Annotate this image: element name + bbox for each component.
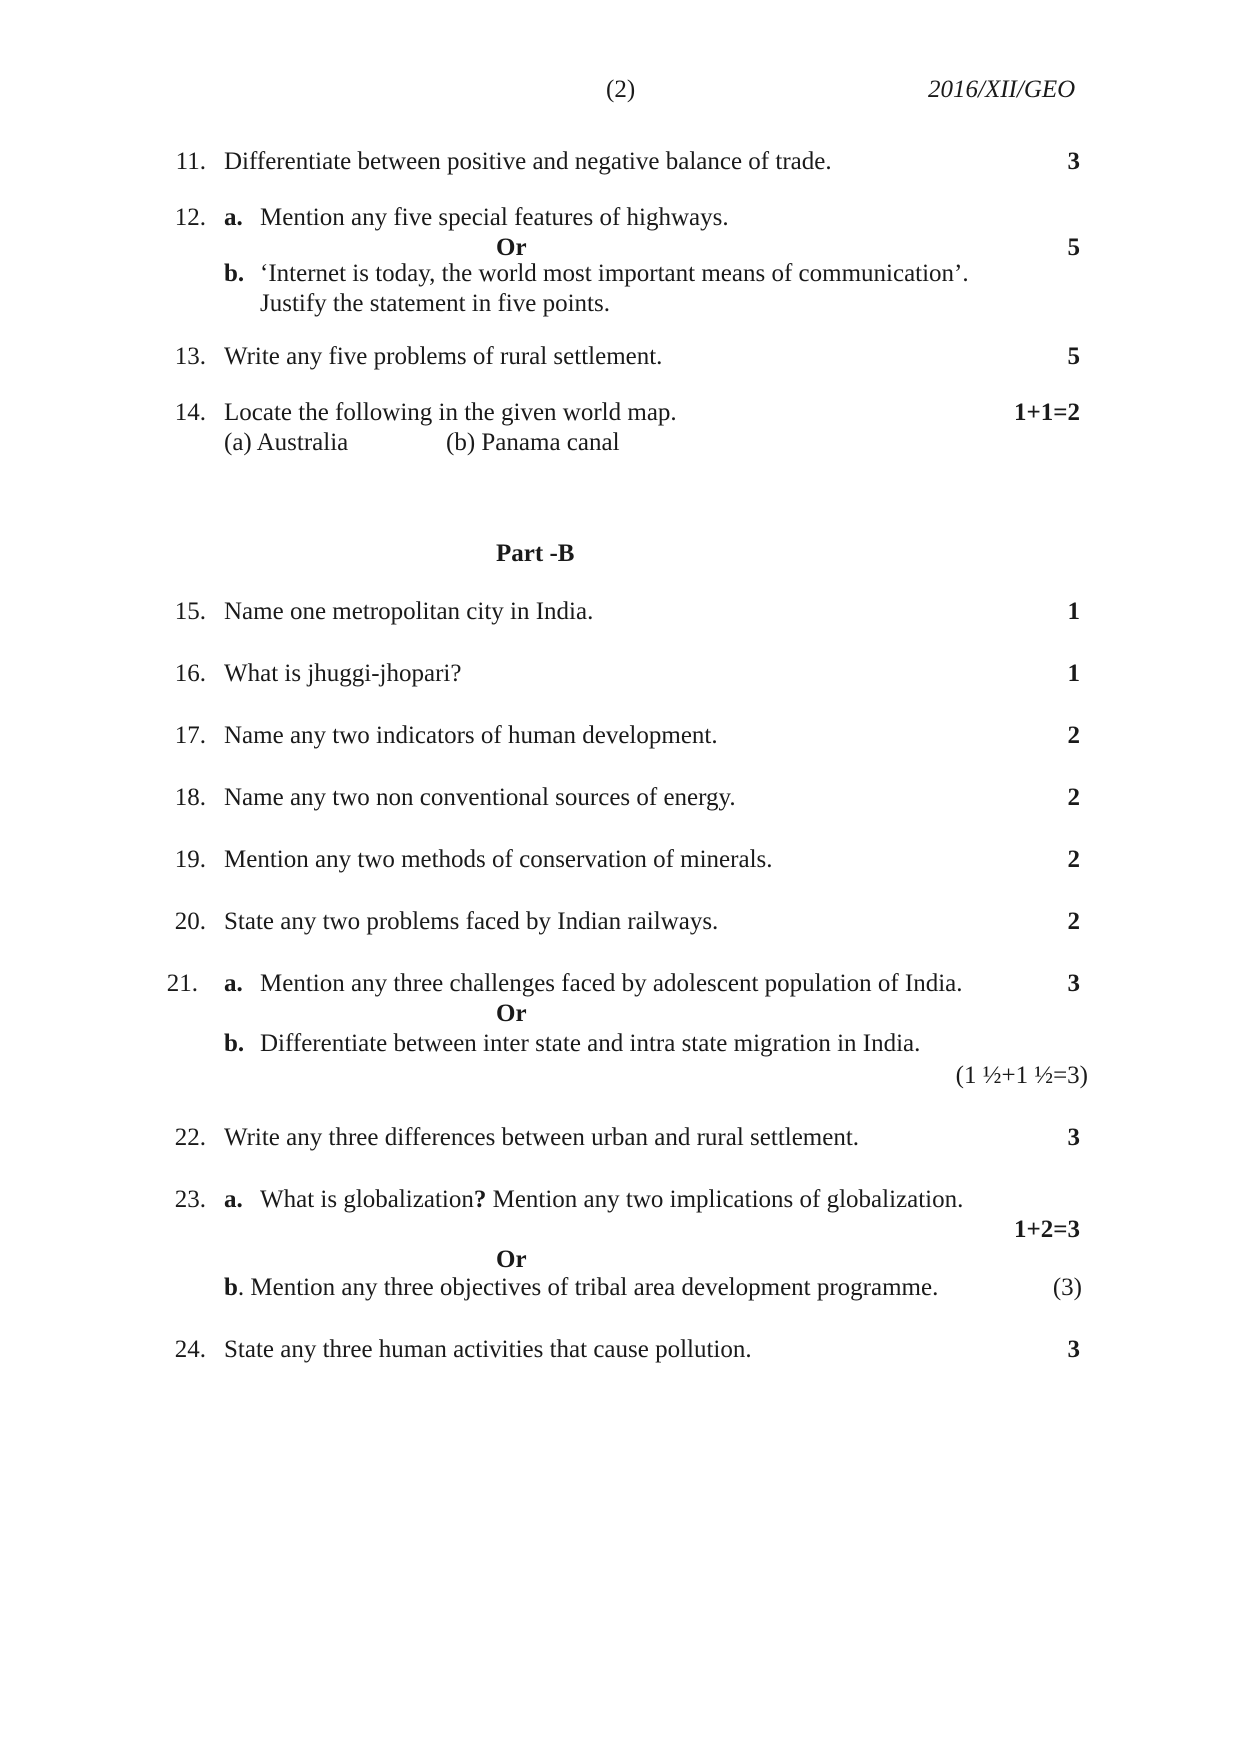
question-number: 20. bbox=[174, 908, 206, 935]
question-marks: 5 bbox=[1067, 234, 1080, 261]
sub-question-b bbox=[224, 1030, 920, 1058]
sub-question-text: What is globalization bbox=[260, 1186, 474, 1213]
sub-question-marks: (1 ½+1 ½=3) bbox=[955, 1062, 1088, 1089]
question-number: 14. bbox=[174, 399, 206, 426]
sub-question-text-continued: Mention any two implications of globalization. bbox=[486, 1186, 964, 1213]
question-number: 13. bbox=[174, 343, 206, 370]
question-marks: 3 bbox=[1067, 1336, 1080, 1363]
question-number: 21. bbox=[166, 970, 198, 997]
part-b-heading: Part -B bbox=[496, 540, 575, 567]
question-text: What is jhuggi-jhopari? bbox=[224, 660, 462, 687]
question-text: Write any three differences between urban and rural settlement. bbox=[224, 1124, 860, 1151]
or-separator: Or bbox=[496, 1000, 527, 1027]
sub-question-a bbox=[224, 970, 963, 998]
sub-label: a. bbox=[224, 204, 243, 231]
question-number: 12. bbox=[174, 204, 206, 231]
question-number: 17. bbox=[174, 722, 206, 749]
question-text: Locate the following in the given world map. bbox=[224, 399, 677, 426]
sub-question-marks: 1+2=3 bbox=[1014, 1216, 1080, 1243]
map-item-a: (a) Australia bbox=[224, 429, 349, 456]
sub-question-b bbox=[224, 260, 969, 288]
question-text: Name one metropolitan city in India. bbox=[224, 598, 594, 625]
sub-question-text: ‘Internet is today, the world most important means of communication’. bbox=[260, 260, 969, 287]
sub-question-text: Differentiate between inter state and intra state migration in India. bbox=[260, 1030, 921, 1057]
or-separator: Or bbox=[496, 1246, 527, 1273]
question-text: Name any two indicators of human development. bbox=[224, 722, 718, 749]
sub-label: b. bbox=[224, 260, 245, 287]
sub-label: b bbox=[224, 1274, 238, 1301]
question-mark: ? bbox=[473, 1186, 487, 1213]
or-separator: Or bbox=[496, 234, 527, 261]
sub-question-text: Mention any three challenges faced by adolescent population of India. bbox=[260, 970, 963, 997]
page-number: (2) bbox=[606, 76, 636, 103]
question-marks: 2 bbox=[1067, 908, 1080, 935]
question-marks: 5 bbox=[1067, 343, 1080, 370]
page-header bbox=[0, 76, 1240, 108]
sub-question-b bbox=[224, 1274, 938, 1302]
sub-question-a bbox=[224, 1186, 963, 1214]
question-marks: 3 bbox=[1067, 148, 1080, 175]
sub-question-a bbox=[224, 204, 729, 232]
question-marks: 2 bbox=[1067, 846, 1080, 873]
question-number: 19. bbox=[174, 846, 206, 873]
question-number: 24. bbox=[174, 1336, 206, 1363]
sub-label: a. bbox=[224, 1186, 243, 1213]
question-text: Write any five problems of rural settlement. bbox=[224, 343, 663, 370]
question-marks: 3 bbox=[1067, 1124, 1080, 1151]
question-number: 18. bbox=[174, 784, 206, 811]
question-number: 11. bbox=[175, 148, 206, 175]
question-marks: 1 bbox=[1067, 660, 1080, 687]
question-text: Mention any two methods of conservation of minerals. bbox=[224, 846, 773, 873]
question-number: 22. bbox=[174, 1124, 206, 1151]
question-number: 16. bbox=[174, 660, 206, 687]
paper-code: 2016/XII/GEO bbox=[928, 76, 1076, 103]
question-text: State any three human activities that cause pollution. bbox=[224, 1336, 752, 1363]
map-item-b: (b) Panama canal bbox=[446, 429, 620, 456]
question-number: 23. bbox=[174, 1186, 206, 1213]
question-marks: 2 bbox=[1067, 722, 1080, 749]
sub-question-text: Mention any five special features of highways. bbox=[260, 204, 729, 231]
sub-question-text: . Mention any three objectives of tribal area development programme. bbox=[237, 1274, 939, 1301]
sub-question-marks: (3) bbox=[1052, 1274, 1082, 1301]
question-marks: 1 bbox=[1067, 598, 1080, 625]
question-number: 15. bbox=[174, 598, 206, 625]
sub-question-continuation: Justify the statement in five points. bbox=[260, 290, 610, 317]
question-text: Differentiate between positive and negative balance of trade. bbox=[224, 148, 832, 175]
sub-label: b. bbox=[224, 1030, 245, 1057]
sub-label: a. bbox=[224, 970, 243, 997]
question-marks: 2 bbox=[1067, 784, 1080, 811]
question-text: State any two problems faced by Indian railways. bbox=[224, 908, 719, 935]
question-text: Name any two non conventional sources of energy. bbox=[224, 784, 736, 811]
question-marks: 3 bbox=[1067, 970, 1080, 997]
question-marks: 1+1=2 bbox=[1014, 399, 1080, 426]
